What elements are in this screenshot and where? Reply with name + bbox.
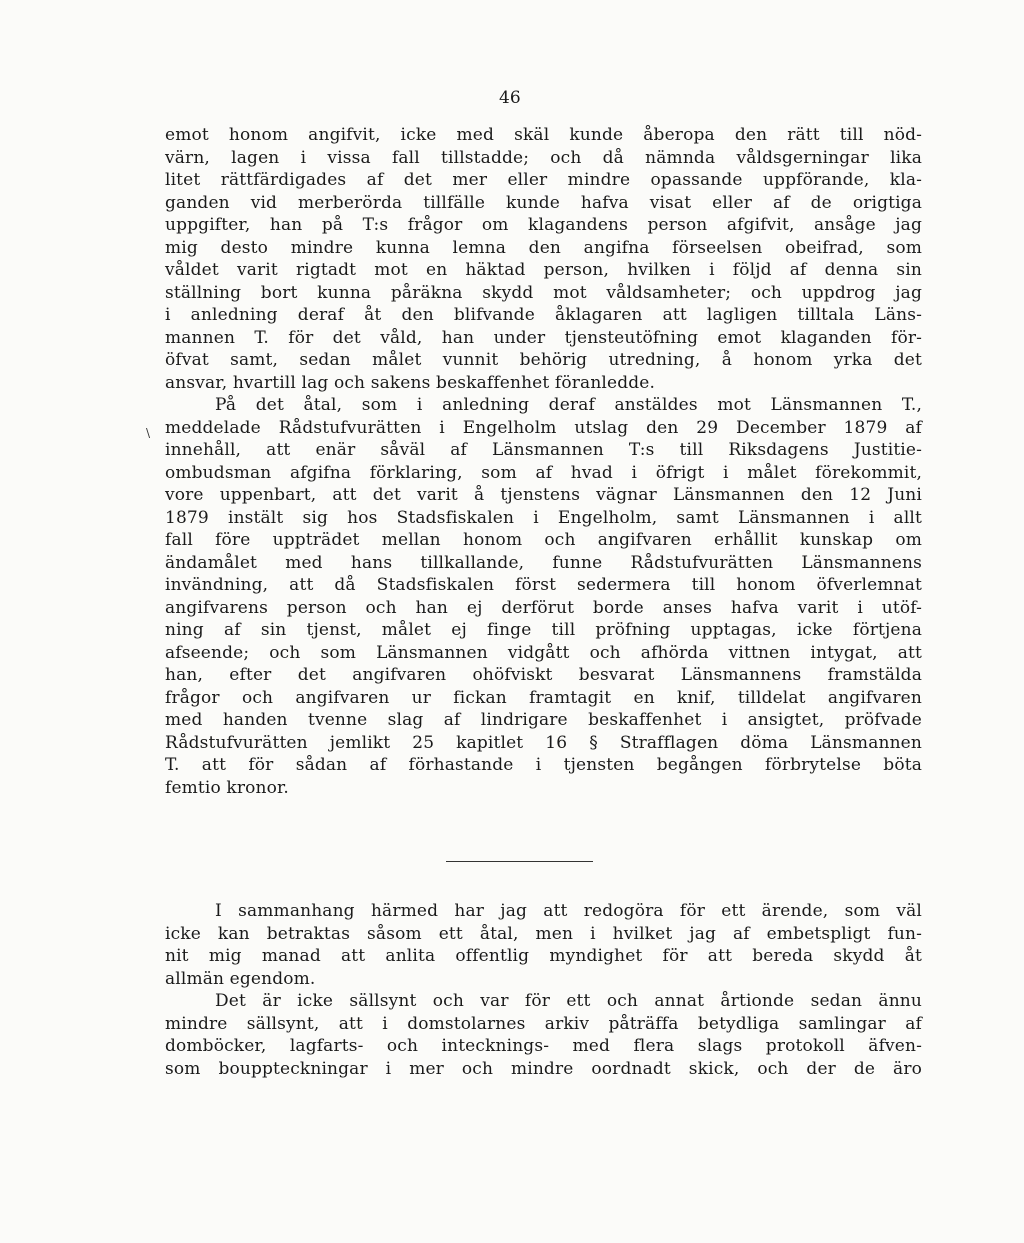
text-line: med handen tvenne slag af lindrigare beskaffenhet i ansigtet, pröfvade bbox=[165, 710, 922, 730]
text-line: öfvat samt, sedan målet vunnit behörig utredning, å honom yrka det bbox=[165, 350, 922, 370]
text-line: värn, lagen i vissa fall tillstadde; och då nämnda våldsgerningar lika bbox=[165, 147, 922, 168]
paragraph-start-line: I sammanhang härmed har jag att redogöra för ett ärende, som väl bbox=[215, 901, 922, 921]
text-line: vore uppenbart, att det varit å tjenstens vägnar Länsmannen den 12 Juni bbox=[165, 485, 922, 505]
text-line: allmän egendom. bbox=[165, 968, 316, 989]
page-number: 46 bbox=[499, 88, 521, 108]
text-line: som bouppteckningar i mer och mindre oordnadt skick, och der de äro bbox=[165, 1058, 922, 1079]
text-line: domböcker, lagfarts- och intecknings- med flera slags protokoll äfven- bbox=[165, 1036, 922, 1056]
text-line: ganden vid merberörda tillfälle kunde hafva visat eller af de origtiga bbox=[165, 192, 922, 213]
text-line: ändamålet med hans tillkallande, funne Rådstufvurätten Länsmannens bbox=[165, 552, 922, 573]
margin-mark: \ bbox=[146, 426, 151, 440]
text-line: invändning, att då Stadsfiskalen först sedermera till honom öfverlemnat bbox=[165, 575, 922, 595]
text-line: i anledning deraf åt den blifvande åklagaren att lagligen tilltala Läns- bbox=[165, 305, 922, 325]
text-line: ansvar, hvartill lag och sakens beskaffenhet föranledde. bbox=[165, 372, 656, 393]
text-line: T. att för sådan af förhastande i tjensten begången förbrytelse böta bbox=[165, 755, 922, 775]
text-line: våldet varit rigtadt mot en häktad person, hvilken i följd af denna sin bbox=[165, 260, 922, 280]
text-line: litet rättfärdigades af det mer eller mindre opassande uppförande, kla- bbox=[165, 170, 922, 190]
text-line: ställning bort kunna påräkna skydd mot våldsamheter; och uppdrog jag bbox=[165, 282, 922, 303]
text-line: icke kan betraktas såsom ett åtal, men i hvilket jag af embetspligt fun- bbox=[165, 923, 922, 944]
text-line: mannen T. för det våld, han under tjensteutöfning emot klaganden för- bbox=[165, 327, 922, 348]
text-block-second bbox=[165, 900, 922, 1080]
text-line: ning af sin tjenst, målet ej finge till pröfning upptagas, icke förtjena bbox=[165, 620, 922, 640]
section-divider bbox=[446, 861, 593, 862]
text-line: angifvarens person och han ej derförut borde anses hafva varit i utöf- bbox=[165, 597, 922, 618]
text-line: 1879 instält sig hos Stadsfiskalen i Engelholm, samt Länsmannen i allt bbox=[165, 507, 922, 528]
text-line: han, efter det angifvaren ohöfviskt besvarat Länsmannens framstälda bbox=[165, 665, 922, 685]
text-line: afseende; och som Länsmannen vidgått och afhörda vittnen intygat, att bbox=[165, 642, 922, 663]
paragraph-start-line: Det är icke sällsynt och var för ett och annat årtionde sedan ännu bbox=[215, 991, 922, 1011]
text-line: frågor och angifvaren ur fickan framtagit en knif, tilldelat angifvaren bbox=[165, 687, 922, 708]
paragraph-start-line: På det åtal, som i anledning deraf anstäldes mot Länsmannen T., bbox=[215, 395, 922, 415]
text-line: innehåll, att enär såväl af Länsmannen T:s till Riksdagens Justitie- bbox=[165, 440, 922, 460]
text-line: ombudsman afgifna förklaring, som af hvad i öfrigt i målet förekommit, bbox=[165, 462, 922, 483]
text-line: Rådstufvurätten jemlikt 25 kapitlet 16 § Strafflagen döma Länsmannen bbox=[165, 732, 922, 753]
text-line: mindre sällsynt, att i domstolarnes arkiv påträffa betydliga samlingar af bbox=[165, 1013, 922, 1034]
text-block-main bbox=[165, 124, 922, 799]
text-line: meddelade Rådstufvurätten i Engelholm utslag den 29 December 1879 af bbox=[165, 417, 922, 438]
text-line: femtio kronor. bbox=[165, 777, 289, 798]
text-line: emot honom angifvit, icke med skäl kunde åberopa den rätt till nöd- bbox=[165, 125, 922, 145]
text-line: fall före uppträdet mellan honom och angifvaren erhållit kunskap om bbox=[165, 530, 922, 550]
text-line: uppgifter, han på T:s frågor om klagandens person afgifvit, ansåge jag bbox=[165, 215, 922, 235]
text-line: mig desto mindre kunna lemna den angifna förseelsen obeifrad, som bbox=[165, 237, 922, 258]
text-line: nit mig manad att anlita offentlig myndighet för att bereda skydd åt bbox=[165, 946, 922, 966]
